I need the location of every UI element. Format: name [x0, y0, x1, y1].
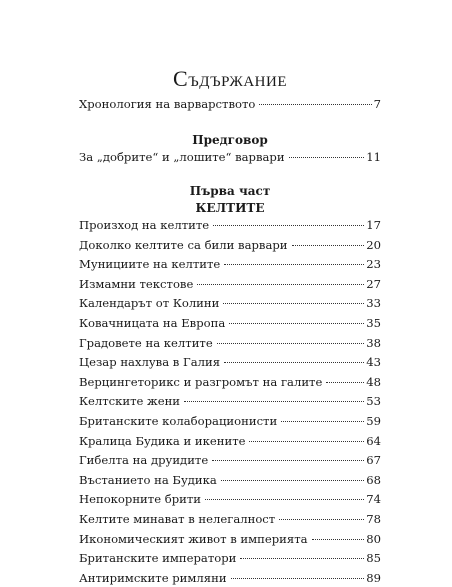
toc-entry[interactable]	[79, 256, 381, 273]
entry-title: Доколко келтите са били варвари	[79, 237, 288, 252]
dot-leader	[259, 104, 371, 105]
part-heading: Първа част	[189, 184, 271, 198]
entry-title: Непокорните брити	[79, 492, 202, 507]
toc-entry[interactable]	[79, 550, 381, 567]
entry-title: Гибелта на друидите	[79, 453, 209, 468]
entry-page: 74	[366, 492, 381, 507]
dot-leader	[221, 480, 364, 481]
dot-leader	[240, 558, 364, 559]
toc-entry[interactable]	[79, 433, 381, 450]
dot-leader	[279, 519, 364, 520]
toc-entry[interactable]	[79, 237, 381, 254]
toc-entry[interactable]	[79, 217, 381, 234]
entry-page: 59	[366, 414, 381, 428]
entry-title: Мунициите на келтите	[79, 257, 221, 272]
entry-title: За „добрите“ и „лошите“ варвари	[79, 150, 285, 164]
toc-entry[interactable]	[79, 96, 381, 113]
dot-leader	[249, 441, 364, 442]
dot-leader	[184, 401, 364, 402]
dot-leader	[224, 264, 364, 265]
entry-page: 48	[366, 374, 381, 389]
entry-page: 80	[366, 531, 381, 546]
toc-entry[interactable]	[79, 452, 381, 469]
entry-title: Хронология на варварството	[79, 97, 256, 111]
dot-leader	[213, 225, 364, 226]
toc-title: Съдържание	[172, 66, 287, 91]
entry-title: Верцингеторикс и разгромът на галите	[79, 374, 323, 389]
entry-page: 11	[366, 150, 381, 164]
entry-page: 78	[366, 512, 381, 526]
toc-entry[interactable]	[79, 315, 381, 332]
dot-leader	[212, 460, 364, 461]
preface-heading: Предговор	[192, 133, 268, 147]
dot-leader	[224, 362, 364, 363]
toc-entry[interactable]	[79, 393, 381, 410]
entry-title: Ковачницата на Европа	[79, 316, 226, 330]
entry-title: Келтите минават в нелегалност	[79, 512, 276, 526]
toc-entry[interactable]	[79, 354, 381, 371]
entry-title: Календарът от Колини	[79, 296, 220, 311]
dot-leader	[229, 323, 364, 324]
entry-title: Въстанието на Будика	[79, 472, 217, 487]
entry-page: 89	[366, 570, 381, 585]
entry-page: 33	[366, 296, 381, 311]
entry-title: Цезар нахлува в Галия	[79, 355, 221, 370]
part-subheading: КЕЛТИТЕ	[195, 201, 265, 215]
entry-page: 38	[366, 335, 381, 350]
dot-leader	[312, 539, 365, 540]
entry-page: 43	[366, 355, 381, 370]
entry-page: 23	[366, 257, 381, 272]
toc-entry[interactable]	[79, 413, 381, 430]
dot-leader	[223, 303, 364, 304]
entry-page: 67	[366, 453, 381, 468]
entry-page: 35	[366, 316, 381, 330]
toc-entry[interactable]	[79, 276, 381, 293]
toc-entry[interactable]	[79, 374, 381, 391]
entry-title: Измамни текстове	[79, 276, 194, 291]
dot-leader	[231, 578, 365, 579]
entry-title: Икономическият живот в империята	[79, 531, 308, 546]
entry-title: Кралица Будика и икените	[79, 433, 246, 448]
dot-leader	[289, 157, 365, 158]
entry-page: 53	[366, 394, 381, 409]
entry-title: Градовете на келтите	[79, 335, 213, 350]
toc-entry[interactable]	[79, 491, 381, 508]
entry-title: Антиримските римляни	[79, 570, 227, 585]
toc-entry[interactable]	[79, 295, 381, 312]
toc-entry[interactable]	[79, 149, 381, 166]
dot-leader	[281, 421, 364, 422]
entry-page: 7	[373, 97, 381, 111]
entry-page: 17	[366, 218, 381, 232]
entry-title: Британските императори	[79, 551, 237, 566]
dot-leader	[205, 499, 364, 500]
entry-page: 20	[366, 237, 381, 252]
toc-entry[interactable]	[79, 511, 381, 528]
toc-entry[interactable]	[79, 472, 381, 489]
entry-page: 68	[366, 472, 381, 487]
toc-entry[interactable]	[79, 531, 381, 548]
entry-title: Келтските жени	[79, 394, 181, 409]
toc-entry[interactable]	[79, 570, 381, 587]
entry-page: 85	[366, 551, 381, 566]
dot-leader	[292, 245, 365, 246]
entry-page: 27	[366, 276, 381, 291]
dot-leader	[326, 382, 364, 383]
dot-leader	[217, 343, 365, 344]
entry-title: Британските колаборационисти	[79, 414, 278, 428]
entry-title: Произход на келтите	[79, 218, 210, 232]
dot-leader	[197, 284, 364, 285]
entry-page: 64	[366, 433, 381, 448]
toc-entry[interactable]	[79, 335, 381, 352]
